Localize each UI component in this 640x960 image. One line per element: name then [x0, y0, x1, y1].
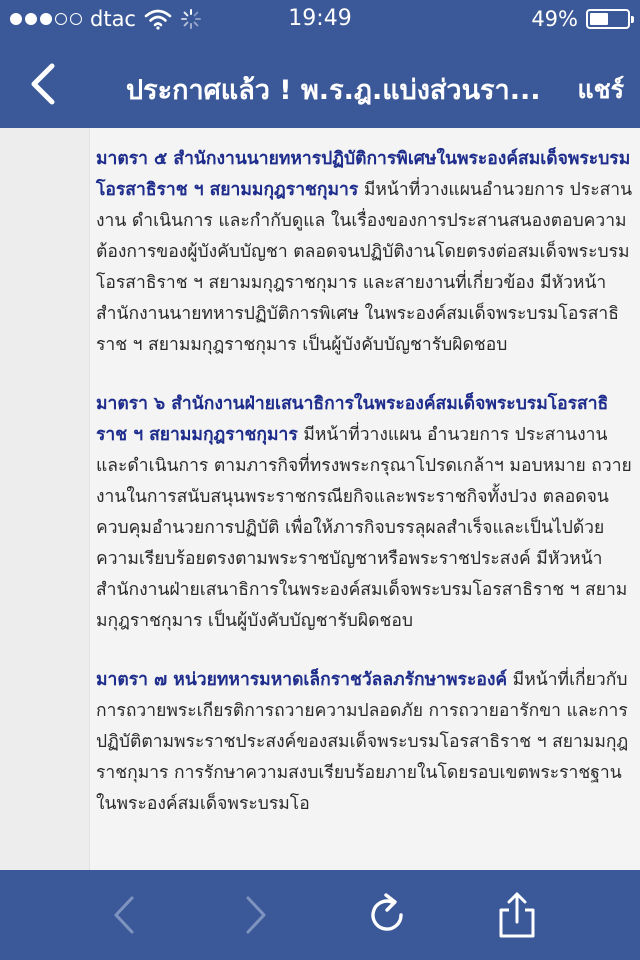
section-heading: มาตรา ๗ หน่วยทหารมหาดเล็กราชวัลลภรักษาพระองค์	[96, 670, 508, 690]
battery-icon	[586, 9, 630, 29]
share-button[interactable]: แชร์	[577, 75, 624, 104]
section-text: มีหน้าที่วางแผน อำนวยการ ประสานงาน และดำเนินการ ตามภารกิจที่ทรงพระกรุณาโปรดเกล้าฯ มอบหมาย ถวายงานในการสนับสนุนพระราชกรณียกิจและพระราชกิจทั้งปวง ตลอดจนควบคุมอำนวยการปฏิบัติ เพื่อให้ภารกิจบรรลุผลสำเร็จและเป็นไปด้วยความเรียบร้อยตรงตามพระราชบัญชาหรือพระราชประสงค์ มีหัวหน้าสำนักงานฝ่ายเสนาธิการในพระองค์สมเด็จพระบรมโอรสาธิราช ฯ สยามมกุฎราชกุมาร เป็นผู้บังคับบัญชารับผิดชอบ	[96, 425, 632, 631]
battery-level-fill	[590, 13, 608, 25]
forward-arrow-icon[interactable]	[230, 890, 280, 940]
battery-percentage: 49%	[531, 7, 578, 31]
share-icon[interactable]	[492, 890, 542, 940]
article-paragraph	[96, 665, 636, 820]
left-margin-strip	[0, 128, 90, 870]
back-arrow-icon[interactable]	[100, 890, 150, 940]
status-bar	[0, 0, 640, 40]
browser-toolbar	[0, 870, 640, 960]
article-view[interactable]	[0, 128, 640, 870]
carrier-name: dtac	[90, 7, 136, 31]
chevron-left-icon[interactable]	[22, 62, 66, 106]
article-paragraph	[96, 144, 636, 361]
section-text: มีหน้าที่เกี่ยวกับการถวายพระเกียรติการถวายความปลอดภัย การถวายอารักขา และการปฏิบัติตามพระราชประสงค์ของสมเด็จพระบรมโอรสาธิราช ฯ สยามมกุฎราชกุมาร การรักษาความสงบเรียบร้อยภายในโดยรอบเขตพระราชฐานในพระองค์สมเด็จพระบรมโอ	[96, 670, 629, 814]
section-heading: มาตรา ๖ สำนักงานฝ่ายเสนาธิการในพระองค์สมเด็จพระบรมโอรสาธิราช ฯ สยามมกุฎราชกุมาร	[96, 394, 609, 445]
status-right	[531, 7, 630, 31]
section-heading: มาตรา ๕ สำนักงานนายทหารปฏิบัติการพิเศษในพระองค์สมเด็จพระบรมโอรสาธิราช ฯ สยามมกุฎราชกุมาร	[96, 149, 631, 200]
status-time: 19:49	[288, 6, 352, 31]
article-body	[96, 144, 636, 848]
navigation-bar	[0, 40, 640, 128]
section-text: มีหน้าที่วางแผนอำนวยการ ประสานงาน ดำเนินการ และกำกับดูแล ในเรื่องของการประสานสนองตอบความต้องการของผู้บังคับบัญชา ตลอดจนปฏิบัติงานโดยตรงต่อสมเด็จพระบรม โอรสาธิราช ฯ สยามมกุฎราชกุมาร และสายงานที่เกี่ยวข้อง มีหัวหน้าสำนักงานนายทหารปฏิบัติการพิเศษ ในพระองค์สมเด็จพระบรมโอรสาธิราช ฯ สยามมกุฎราชกุมาร เป็นผู้บังคับบัญชารับผิดชอบ	[96, 180, 633, 355]
article-paragraph	[96, 389, 636, 637]
page-title: ประกาศแล้ว ! พ.ร.ฎ.แบ่งส่วนรา...	[126, 75, 541, 106]
reload-icon[interactable]	[362, 890, 412, 940]
